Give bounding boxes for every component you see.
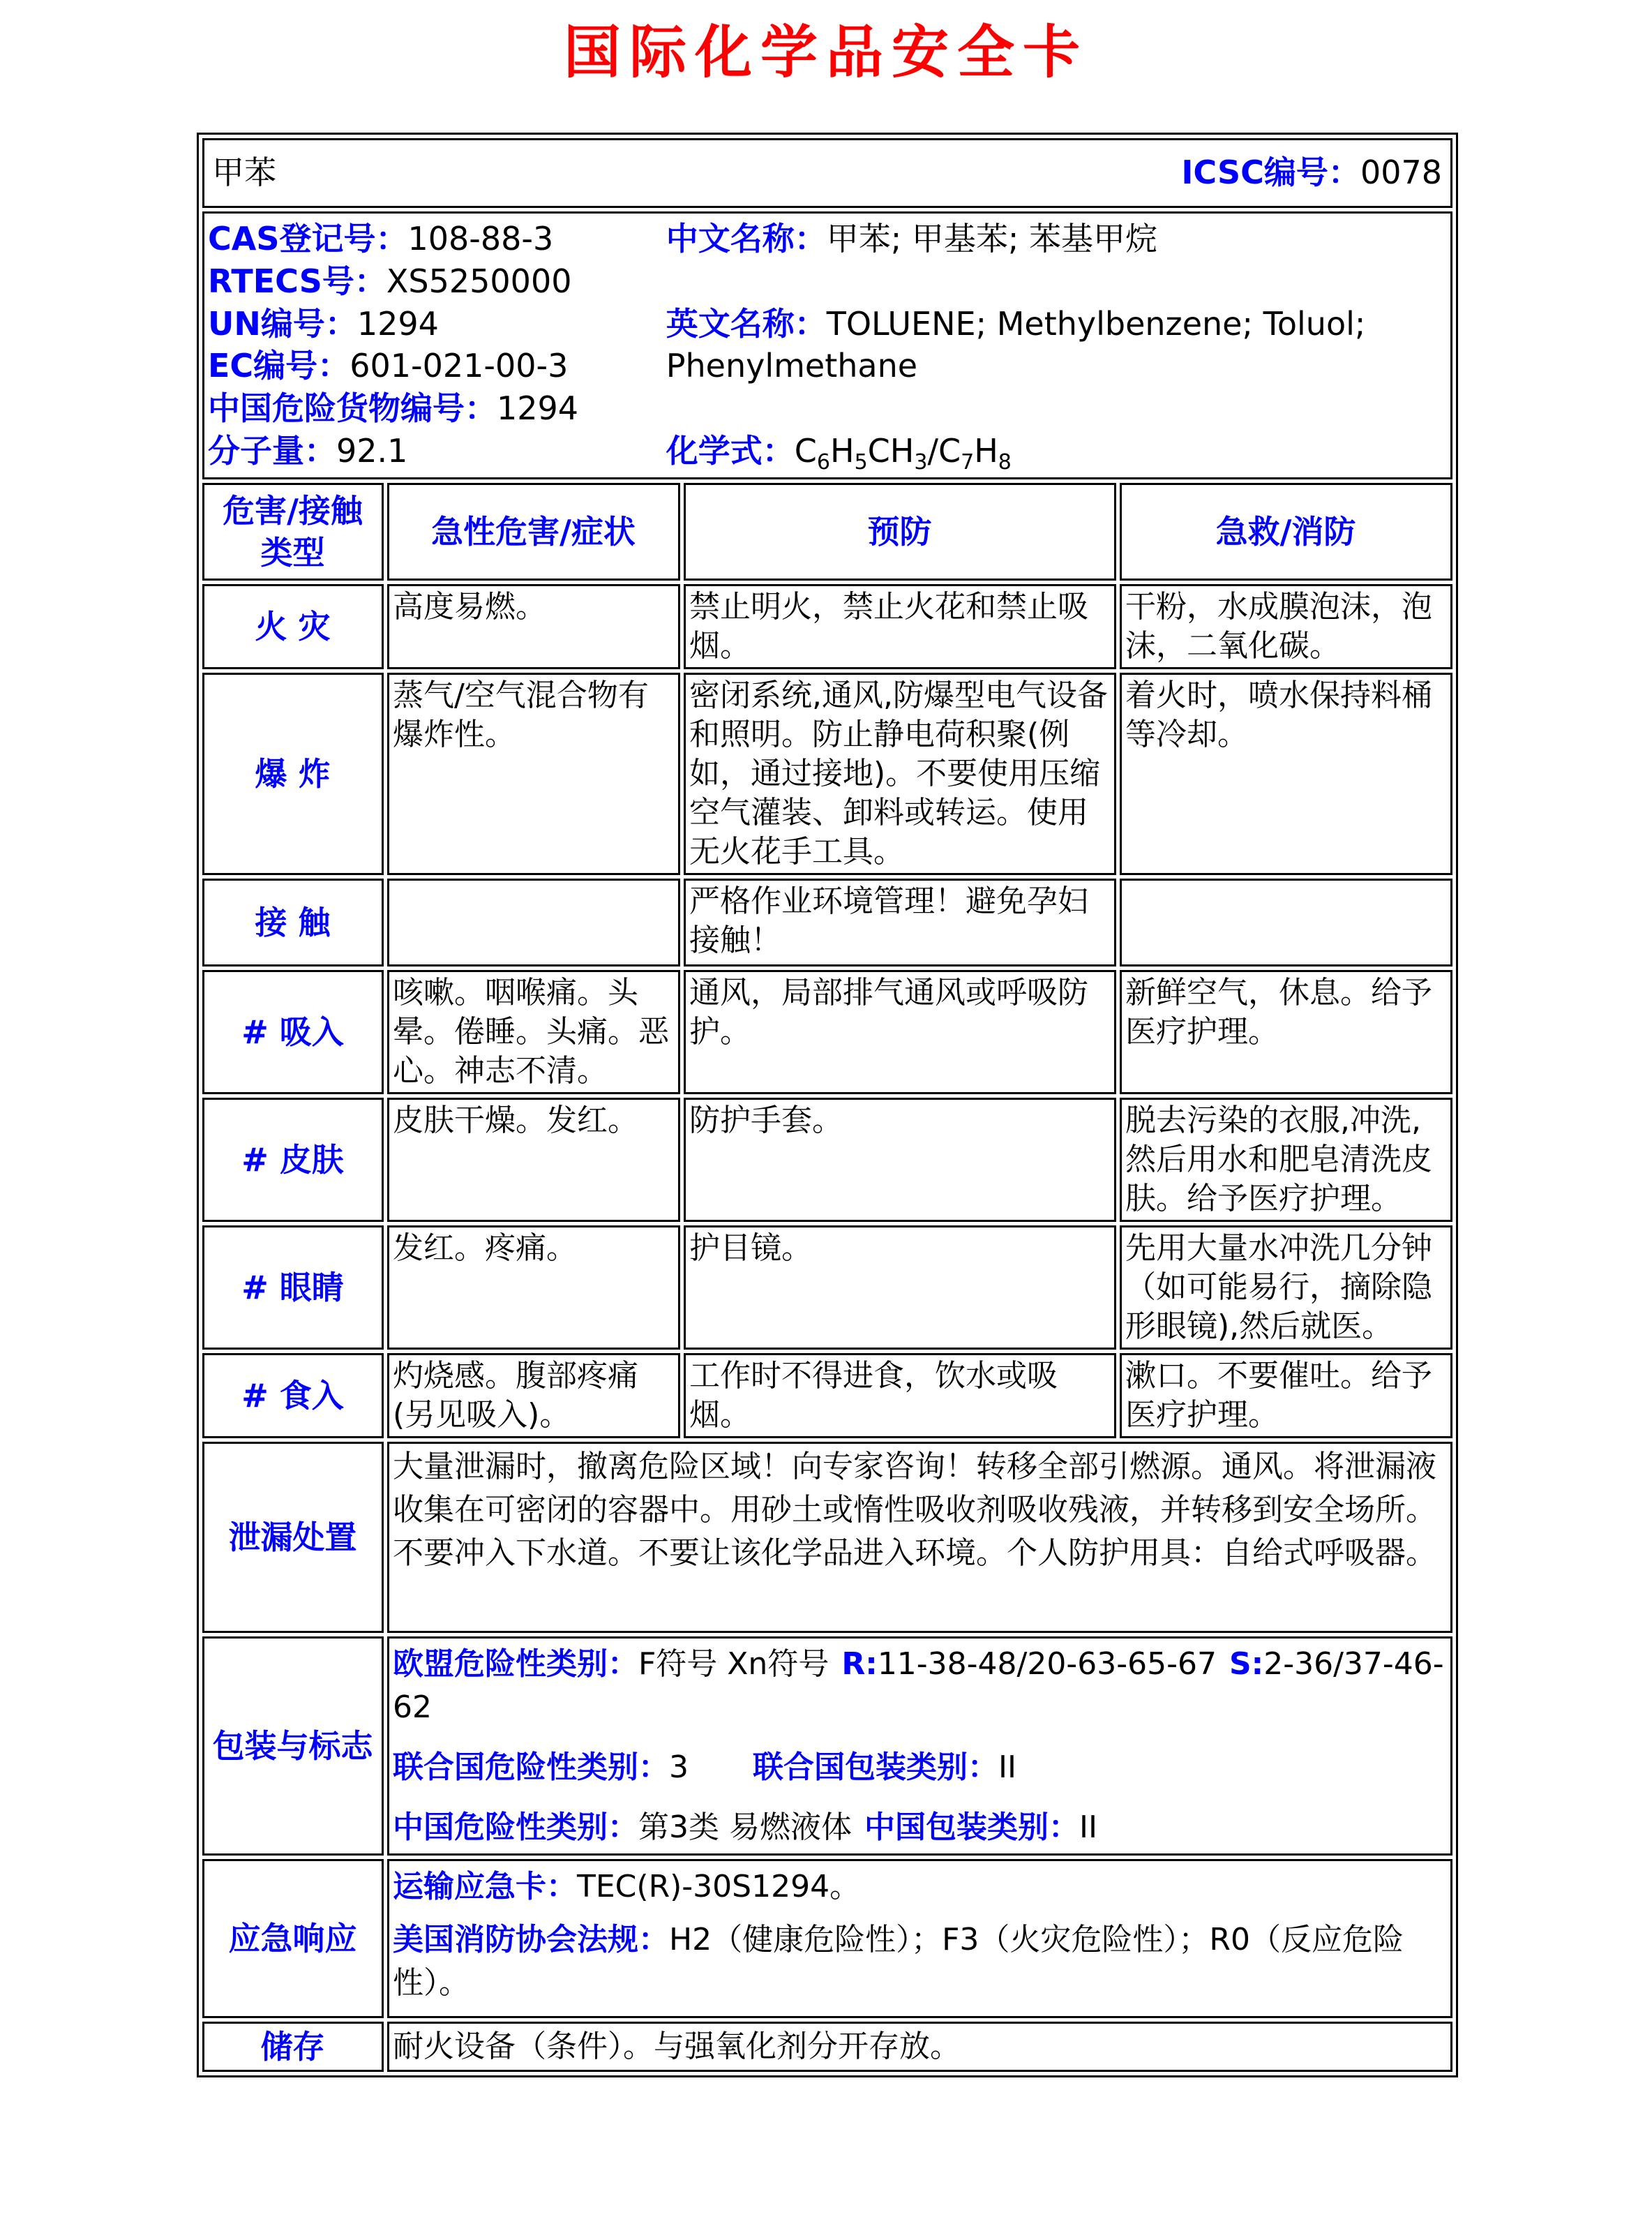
- hazard-row-skin: [202, 1098, 1452, 1222]
- explosion-prevention: 密闭系统,通风,防爆型电气设备和照明。防止静电荷积聚(例如，通过接地)。不要使用压缩空气灌装、卸料或转运。使用无火花手工具。: [684, 673, 1116, 875]
- hazard-row-eyes: [202, 1225, 1452, 1350]
- inhalation-prevention: 通风，局部排气通风或呼吸防护。: [684, 970, 1116, 1094]
- row-label-ingestion: # 食入: [202, 1353, 384, 1438]
- icsc-number-field: [1181, 153, 1442, 192]
- packaging-labeling-cell: [387, 1636, 1452, 1856]
- china-dg-number-field: 中国危险货物编号：1294: [208, 389, 579, 428]
- ingestion-prevention: 工作时不得进食，饮水或吸烟。: [684, 1353, 1116, 1438]
- row-label-spill-disposal: 泄漏处置: [202, 1442, 384, 1633]
- spill-disposal-text: 大量泄漏时，撤离危险区域！向专家咨询！转移全部引燃源。通风。将泄漏液收集在可密闭的容器中。用砂土或惰性吸收剂吸收残液，并转移到安全场所。不要冲入下水道。不要让该化学品进入环境。个人防护用具：自给式呼吸器。: [387, 1442, 1452, 1633]
- icsc-label: ICSC编号：: [1181, 154, 1360, 191]
- english-name-field: 英文名称：TOLUENE; Methylbenzene; Toluol; Phenylmethane: [666, 305, 1366, 385]
- inhalation-symptoms: 咳嗽。咽喉痛。头晕。倦睡。头痛。恶心。神志不清。: [387, 970, 680, 1094]
- row-label-packaging: 包装与标志: [202, 1636, 384, 1856]
- document-title: 国际化学品安全卡: [563, 20, 1088, 86]
- safety-card-table: [197, 133, 1458, 2077]
- nfpa-code-line: 美国消防协会法规：H2（健康危险性）；F3（火灾危险性）；R0（反应危险性）。: [393, 1922, 1404, 2001]
- eyes-response: 先用大量水冲洗几分钟（如可能易行，摘除隐形眼镜),然后就医。: [1120, 1225, 1452, 1350]
- ingestion-response: 漱口。不要催吐。给予医疗护理。: [1120, 1353, 1452, 1438]
- icsc-number: 0078: [1360, 154, 1443, 191]
- un-hazard-class-line: 联合国危险性类别：3 联合国包装类别：II: [393, 1749, 1016, 1785]
- eyes-prevention: 护目镜。: [684, 1225, 1116, 1350]
- explosion-response: 着火时，喷水保持料桶等冷却。: [1120, 673, 1452, 875]
- identifier-cell: [202, 211, 1452, 479]
- ingestion-symptoms: 灼烧感。腹部疼痛(另见吸入)。: [387, 1353, 680, 1438]
- row-label-explosion: 爆 炸: [202, 673, 384, 875]
- card-header-row: [202, 138, 1452, 208]
- column-header-symptoms: 急性危害/症状: [387, 483, 680, 581]
- column-header-response: 急救/消防: [1120, 483, 1452, 581]
- row-label-fire: 火 灾: [202, 584, 384, 669]
- identifier-row: [202, 211, 1452, 479]
- column-header-prevention: 预防: [684, 483, 1116, 581]
- rtecs-number-field: RTECS号：XS5250000: [208, 262, 572, 300]
- card-header-cell: [202, 138, 1452, 208]
- skin-symptoms: 皮肤干燥。发红。: [387, 1098, 680, 1222]
- hazard-row-contact: [202, 879, 1452, 967]
- row-label-eyes: # 眼睛: [202, 1225, 384, 1350]
- hazard-row-ingestion: [202, 1353, 1452, 1438]
- eu-hazard-class-line: 欧盟危险性类别：F符号 Xn符号 R:11-38-48/20-63-65-67 S:2-36/37-46-62: [393, 1646, 1444, 1725]
- transport-emergency-card-line: 运输应急卡：TEC(R)-30S1294。: [393, 1869, 861, 1904]
- emergency-response-cell: [387, 1859, 1452, 2018]
- cas-number-field: CAS登记号：108-88-3: [208, 220, 554, 258]
- row-label-contact: 接 触: [202, 879, 384, 967]
- column-header-row: [202, 483, 1452, 581]
- row-label-inhalation: # 吸入: [202, 970, 384, 1094]
- emergency-response-row: [202, 1859, 1452, 2018]
- chinese-name-field: 中文名称：甲苯; 甲基苯; 苯基甲烷: [666, 220, 1157, 258]
- spill-disposal-row: [202, 1442, 1452, 1633]
- chemical-name: 甲苯: [212, 154, 276, 191]
- hazard-row-fire: [202, 584, 1452, 669]
- contact-symptoms: [387, 879, 680, 967]
- skin-prevention: 防护手套。: [684, 1098, 1116, 1222]
- un-number-field: UN编号：1294: [208, 304, 439, 343]
- ec-number-field: EC编号：601-021-00-3: [208, 347, 569, 385]
- contact-prevention: 严格作业环境管理！避免孕妇接触！: [684, 879, 1116, 967]
- eyes-symptoms: 发红。疼痛。: [387, 1225, 680, 1350]
- name-list: [666, 215, 1446, 475]
- contact-response: [1120, 879, 1452, 967]
- hazard-row-explosion: [202, 673, 1452, 875]
- inhalation-response: 新鲜空气，休息。给予医疗护理。: [1120, 970, 1452, 1094]
- chemical-formula: $C_6H_5CH_3/C_7H_8$: [794, 432, 1012, 475]
- explosion-symptoms: 蒸气/空气混合物有爆炸性。: [387, 673, 680, 875]
- molecular-weight-field: 分子量：92.1: [208, 431, 408, 470]
- fire-symptoms: 高度易燃。: [387, 584, 680, 669]
- row-label-skin: # 皮肤: [202, 1098, 384, 1222]
- skin-response: 脱去污染的衣服,冲洗,然后用水和肥皂清洗皮肤。给予医疗护理。: [1120, 1098, 1452, 1222]
- storage-text: 耐火设备（条件）。与强氧化剂分开存放。: [387, 2022, 1452, 2072]
- identifier-list: [208, 215, 666, 475]
- column-header-hazard-type: 危害/接触类型: [202, 483, 384, 581]
- row-label-emergency: 应急响应: [202, 1859, 384, 2018]
- chemical-formula-field: 化学式：$C_6H_5CH_3/C_7H_8$: [666, 432, 1012, 475]
- packaging-labeling-row: [202, 1636, 1452, 1856]
- fire-prevention: 禁止明火，禁止火花和禁止吸烟。: [684, 584, 1116, 669]
- fire-response: 干粉，水成膜泡沫，泡沫，二氧化碳。: [1120, 584, 1452, 669]
- hazard-row-inhalation: [202, 970, 1452, 1094]
- cn-hazard-class-line: 中国危险性类别：第3类 易燃液体 中国包装类别：II: [393, 1809, 1097, 1845]
- row-label-storage: 储存: [202, 2022, 384, 2072]
- storage-row: [202, 2022, 1452, 2072]
